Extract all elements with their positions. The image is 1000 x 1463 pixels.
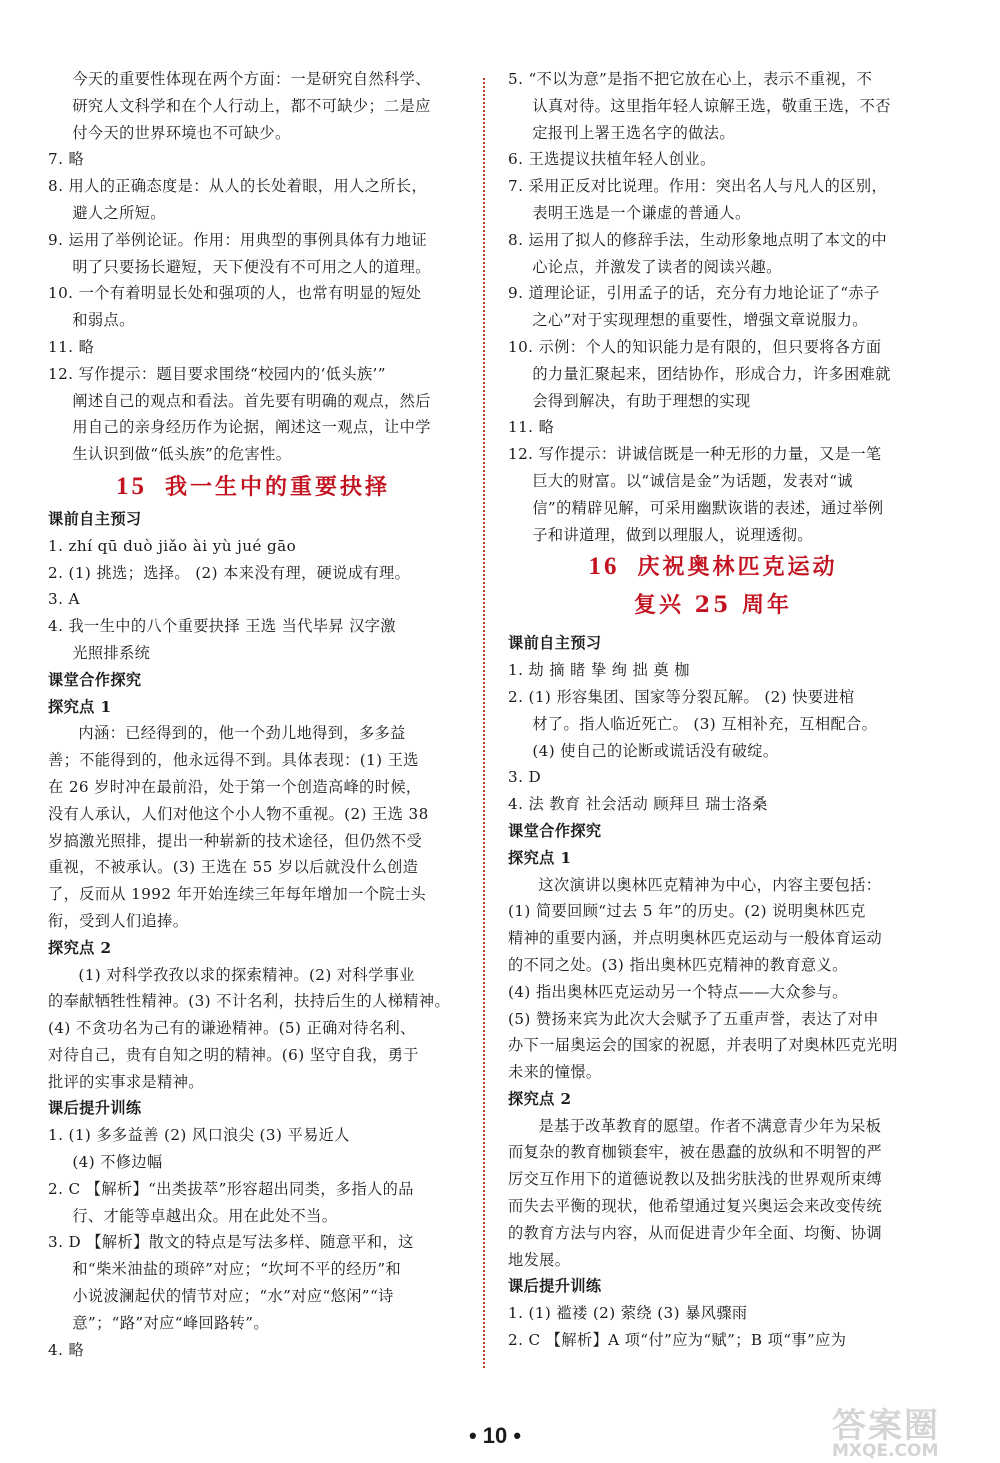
text-line: 光照排系统 [72, 643, 151, 662]
text-line: 7. 略 [48, 150, 85, 169]
text-line: 今天的重要性体现在两个方面：一是研究自然科学、 [72, 70, 431, 88]
text-line: 行、才能等卓越出众。用在此处不当。 [72, 1206, 338, 1225]
text-line: 子和讲道理，做到以理服人，说理透彻。 [532, 525, 813, 544]
text-line: 的不同之处。(3) 指出奥林匹克精神的教育意义。 [508, 955, 848, 974]
text-line: 小说波澜起伏的情节对应；“水”对应“悠闲”“诗 [72, 1287, 394, 1306]
text-line: 而复杂的教育枷锁套牢，被在愚蠢的放纵和不明智的严 [508, 1143, 883, 1162]
text-line: 避人之所短。 [72, 203, 166, 222]
text-line: 生认识到做“低头族”的危害性。 [72, 445, 292, 464]
right-column [508, 66, 918, 1354]
text-line: 7. 采用正反对比说理。作用：突出名人与凡人的区别， [508, 177, 888, 196]
text-line: 在 26 岁时冲在最前沿，处于第一个创造高峰的时候， [48, 777, 422, 796]
text-line: 明了只要扬长避短，天下便没有不可用之人的道理。 [72, 257, 431, 276]
section-heading: 探究点 1 [508, 848, 572, 867]
text-line: 表明王选是一个谦虚的普通人。 [532, 203, 751, 222]
text-line: 未来的憧憬。 [508, 1063, 602, 1082]
text-line: 1. (1) 多多益善 (2) 风口浪尖 (3) 平易近人 [48, 1126, 350, 1145]
text-line: (4) 不修边幅 [72, 1153, 163, 1172]
text-line: 了，反而从 1992 年开始连续三年每年增加一个院士头 [48, 885, 427, 904]
text-line: 用自己的亲身经历作为论据，阐述这一观点，让中学 [72, 418, 431, 437]
text-line: 和“柴米油盐的琐碎”对应；“坎坷不平的经历”和 [72, 1260, 402, 1279]
text-line: 善；不能得到的，他永远得不到。具体表现：(1) 王选 [48, 751, 419, 770]
text-line: 12. 写作提示：题目要求围绕“校园内的‘低头族’” [48, 364, 386, 383]
text-line: 和弱点。 [72, 311, 135, 330]
text-line: 2. (1) 挑选；选择。 (2) 本来没有理，硬说成有理。 [48, 563, 411, 582]
text-line: 内涵：已经得到的，他一个劲儿地得到，多多益 [78, 724, 406, 743]
text-line: 付今天的世界环境也不可缺少。 [72, 123, 291, 142]
section-heading: 探究点 1 [48, 697, 112, 716]
text-line: 认真对待。这里指年轻人谅解王选，敬重王选，不否 [532, 96, 891, 115]
text-line: 岁搞激光照排，提出一种崭新的技术途径，但仍然不受 [48, 831, 423, 850]
text-line: 心论点，并激发了读者的阅读兴趣。 [532, 257, 782, 276]
text-line: 办下一届奥运会的国家的祝愿，并表明了对奥林匹克光明 [508, 1036, 898, 1055]
text-line: 4. 我一生中的八个重要抉择 王选 当代毕昇 汉字激 [48, 617, 396, 636]
text-line: 巨大的财富。以“诚信是金”为话题，发表对“诚 [532, 471, 853, 490]
text-line: 2. C 【解析】A 项“付”应为“赋”；B 项“事”应为 [508, 1331, 847, 1350]
text-line: 厉交互作用下的道德说教以及拙劣肤浅的世界观所束缚 [508, 1170, 883, 1189]
text-line: 意”；“路”对应“峰回路转”。 [72, 1313, 270, 1332]
text-line: 11. 略 [48, 337, 95, 356]
text-line: 1. zhí qū duò jiǎo ài yù jué gāo [48, 536, 297, 555]
section-heading: 课前自主预习 [508, 634, 602, 653]
text-line: 9. 道理论证，引用孟子的话，充分有力地论证了“赤子 [508, 284, 880, 303]
text-line: 2. C 【解析】“出类拔萃”形容超出同类，多指人的品 [48, 1179, 414, 1198]
section-title [508, 548, 918, 586]
text-line: 信”的精辟见解，可采用幽默诙谐的表述，通过举例 [532, 498, 884, 517]
text-line: 4. 略 [48, 1340, 85, 1359]
text-line: 会得到解决，有助于理想的实现 [532, 391, 751, 410]
section-title [508, 586, 918, 624]
text-line: 是基于改革教育的愿望。作者不满意青少年为呆板 [538, 1116, 882, 1135]
text-line: 研究人文科学和在个人行动上，都不可缺少；二是应 [72, 96, 431, 115]
text-line: 10. 示例：个人的知识能力是有限的，但只要将各方面 [508, 337, 882, 356]
text-line: (1) 简要回顾“过去 5 年”的历史。(2) 说明奥林匹克 [508, 902, 866, 921]
page-number: • 10 • [468, 1423, 522, 1448]
text-line: 精神的重要内涵，并点明奥林匹克运动与一般体育运动 [508, 929, 883, 948]
text-line: 4. 法 教育 社会活动 顾拜旦 瑞士洛桑 [508, 795, 768, 814]
text-line: 批评的实事求是精神。 [48, 1072, 204, 1091]
text-line: 的教育方法与内容，从而促进青少年全面、均衡、协调 [508, 1223, 883, 1242]
text-line: 8. 用人的正确态度是：从人的长处着眼，用人之所长， [48, 177, 428, 196]
watermark-text: 答案圈 [832, 1406, 940, 1446]
text-line: 1. 劫 摘 睹 挚 绚 拙 奠 枷 [508, 661, 690, 680]
text-line: 对待自己，贵有自知之明的精神。(6) 坚守自我，勇于 [48, 1045, 419, 1064]
text-line: 的力量汇聚起来，团结协作，形成合力，许多困难就 [532, 364, 891, 383]
section-heading: 探究点 2 [508, 1089, 572, 1108]
section-title [48, 468, 458, 506]
text-line: 这次演讲以奥林匹克精神为中心，内容主要包括： [538, 875, 882, 894]
section-heading: 课堂合作探究 [508, 821, 602, 840]
text-line: (4) 指出奥林匹克运动另一个特点——大众参与。 [508, 982, 848, 1001]
left-column [48, 66, 458, 1363]
text-line: 定报刊上署王选名字的做法。 [532, 123, 735, 142]
text-line: 的奉献牺牲性精神。(3) 不计名利，扶持后生的人梯精神。 [48, 992, 451, 1011]
section-heading: 课堂合作探究 [48, 670, 142, 689]
text-line: 6. 王选提议扶植年轻人创业。 [508, 150, 716, 169]
text-line: (1) 对科学孜孜以求的探索精神。(2) 对科学事业 [78, 965, 415, 984]
text-line: 12. 写作提示：讲诚信既是一种无形的力量，又是一笔 [508, 445, 882, 464]
text-line: 3. D [508, 768, 542, 787]
watermark-logo [832, 1398, 990, 1461]
text-line: (4) 使自己的论断或谎话没有破绽。 [532, 741, 779, 760]
text-line: 3. D 【解析】散文的特点是写法多样、随意平和，这 [48, 1233, 414, 1252]
watermark-url: MXQE.COM [832, 1441, 939, 1461]
text-line: 之心”对于实现理想的重要性，增强文章说服力。 [532, 311, 868, 330]
text-line: 材了。指人临近死亡。 (3) 互相补充，互相配合。 [532, 714, 878, 733]
section-title-text: 庆祝奥林匹克运动 [637, 554, 838, 581]
text-line: 阐述自己的观点和看法。首先要有明确的观点，然后 [72, 391, 431, 410]
text-line: 衔，受到人们追捧。 [48, 911, 189, 930]
text-line: (5) 赞扬来宾为此次大会赋予了五重声誉，表达了对申 [508, 1009, 879, 1028]
text-line: 8. 运用了拟人的修辞手法，生动形象地点明了本文的中 [508, 230, 888, 249]
section-number: 15 [115, 472, 147, 500]
text-line: 11. 略 [508, 418, 555, 437]
section-number: 16 [588, 553, 620, 581]
section-heading: 课后提升训练 [48, 1099, 142, 1118]
column-divider [483, 78, 485, 1368]
text-line: 10. 一个有着明显长处和强项的人，也常有明显的短处 [48, 284, 422, 303]
text-line: 2. (1) 形容集团、国家等分裂瓦解。 (2) 快要进棺 [508, 687, 855, 706]
text-line: 没有人承认，人们对他这个小人物不重视。(2) 王选 38 [48, 804, 429, 823]
text-line: 9. 运用了举例论证。作用：用典型的事例具体有力地证 [48, 230, 428, 249]
text-line: 重视，不被承认。(3) 王选在 55 岁以后就没什么创造 [48, 858, 419, 877]
text-line: 而失去平衡的现状，他希望通过复兴奥运会来改变传统 [508, 1197, 883, 1216]
text-line: 1. (1) 褴褛 (2) 萦绕 (3) 暴风骤雨 [508, 1304, 748, 1323]
section-title-text: 我一生中的重要抉择 [164, 473, 390, 500]
section-title-text: 复兴 25 周年 [634, 592, 792, 619]
section-heading: 课后提升训练 [508, 1277, 602, 1296]
section-heading: 探究点 2 [48, 938, 112, 957]
text-line: 地发展。 [508, 1250, 571, 1269]
text-line: 5. “不以为意”是指不把它放在心上，表示不重视，不 [508, 70, 873, 88]
section-heading: 课前自主预习 [48, 509, 142, 528]
text-line: (4) 不贪功名为己有的谦逊精神。(5) 正确对待名利、 [48, 1019, 416, 1038]
text-line: 3. A [48, 590, 80, 609]
